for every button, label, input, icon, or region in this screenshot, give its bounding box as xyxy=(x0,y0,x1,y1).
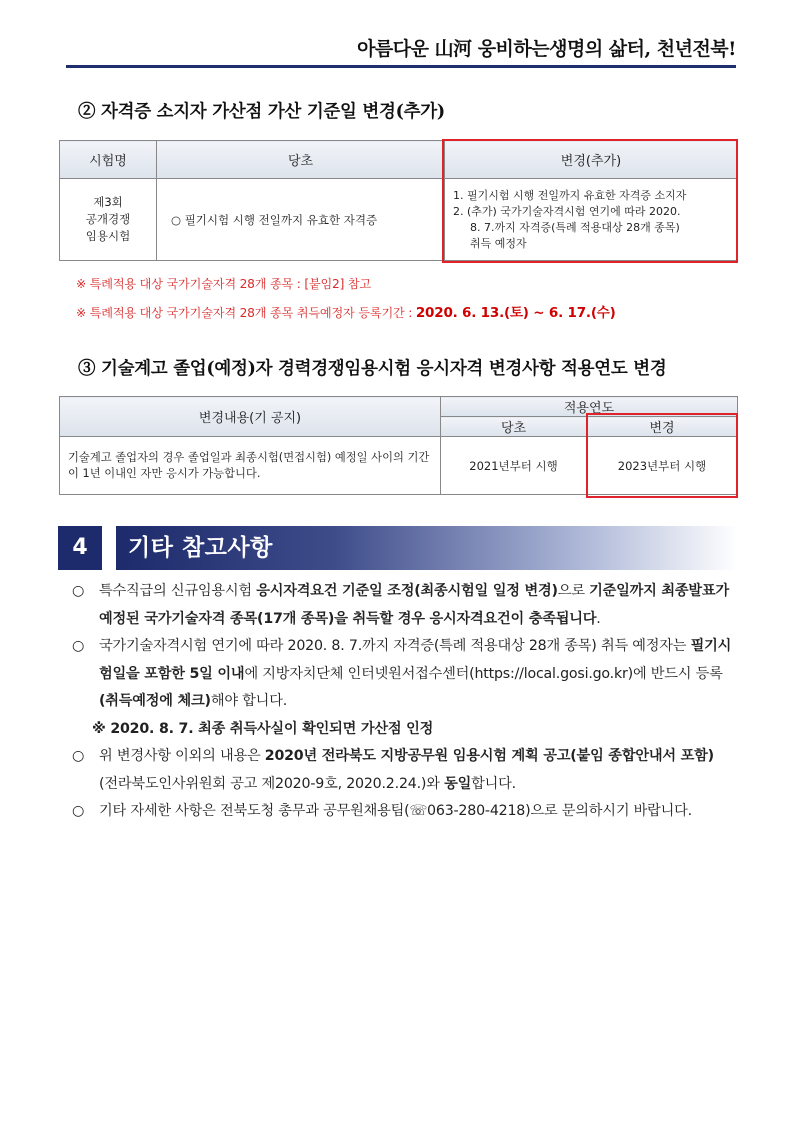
cell-year-changed: 2023년부터 시행 xyxy=(587,437,738,495)
section-4-banner xyxy=(58,526,738,570)
bullet-2-text-b: 필기시험일을 포함한 5일 이내 xyxy=(99,638,732,682)
bullet-1-marker: ○ xyxy=(72,583,85,599)
section-3-title: ③ 기술계고 졸업(예정)자 경력경쟁임용시험 응시자격 변경사항 적용연도 변경 xyxy=(78,359,667,379)
cell-change-content: 기술계고 졸업자의 경우 졸업일과 최종시험(면접시험) 예정일 사이의 기간이 1년 이내인 자만 응시가 가능합니다. xyxy=(60,437,441,495)
bullet-3-text-b: 2020년 전라북도 지방공무원 임용시험 계획 공고(붙임 종합안내서 포함) xyxy=(264,748,714,764)
section-3-table xyxy=(59,396,738,495)
cell-year-original: 2021년부터 시행 xyxy=(441,437,587,495)
header-year-changed: 변경 xyxy=(587,417,738,437)
changed-line-1: 1. 필기시험 시행 전일까지 유효한 자격증 소지자 xyxy=(453,188,687,202)
bullet-3-marker: ○ xyxy=(72,748,85,764)
bullet-1 xyxy=(72,578,737,633)
section-4-title: 기타 참고사항 xyxy=(128,535,273,561)
note-2-prefix: ※ 특례적용 대상 국가기술자격 28개 종목 취득예정자 등록기간 : xyxy=(76,306,416,320)
section-4-body xyxy=(72,578,737,826)
header-year: 적용연도 xyxy=(441,397,738,417)
bullet-4-marker: ○ xyxy=(72,803,85,819)
bullet-3-text-c: (전라북도인사위원회 공고 제2020-9호, 2020.2.24.)와 xyxy=(99,775,445,792)
section-4-number: 4 xyxy=(58,526,102,570)
header-original: 당초 xyxy=(157,141,445,179)
header-exam-name: 시험명 xyxy=(60,141,157,179)
bullet-1-text-d: 기준일까지 최종발표가 예정된 국가기술자격 종목(17개 종목)을 취득할 경우 응시자격요건이 충족됩니다 xyxy=(99,583,729,627)
bullet-1-text-a: 특수직급의 신규임용시험 xyxy=(99,583,257,599)
bullet-4 xyxy=(72,798,737,826)
bullet-2 xyxy=(72,633,737,716)
bullet-3 xyxy=(72,743,737,798)
cell-exam-name: 제3회 공개경쟁 임용시험 xyxy=(60,179,157,261)
bullet-1-text-e: . xyxy=(596,610,601,627)
header-year-original: 당초 xyxy=(441,417,587,437)
bullet-2-text-d: (취득예정에 체크) xyxy=(99,693,211,709)
bullet-2-text-c: 에 지방자치단체 인터넷원서접수센터(https://local.gosi.go.kr)에 반드시 등록 xyxy=(244,665,723,682)
section-2-title: ② 자격증 소지자 가산점 가산 기준일 변경(추가) xyxy=(78,102,445,122)
header-change-content: 변경내용(기 공지) xyxy=(60,397,441,437)
bullet-3-text-a: 위 변경사항 이외의 내용은 xyxy=(99,748,265,764)
changed-line-2: 2. (추가) 국가기술자격시험 연기에 따라 2020. xyxy=(453,204,681,218)
header-divider xyxy=(66,65,736,68)
changed-line-4: 취득 예정자 xyxy=(470,236,527,250)
cell-changed xyxy=(445,179,738,261)
bullet-3-text-d: 동일 xyxy=(444,775,472,792)
bullet-2-marker: ○ xyxy=(72,638,85,654)
header-slogan: 아름다운 山河 웅비하는생명의 삶터, 천년전북! xyxy=(357,38,736,60)
registration-period: 2020. 6. 13.(토) ~ 6. 17.(수) xyxy=(415,305,616,321)
note-1: ※ 특례적용 대상 국가기술자격 28개 종목 : [붙임2] 참고 xyxy=(76,277,371,291)
bullet-1-text-c: 으로 xyxy=(557,583,590,599)
bullet-4-text-a: 기타 자세한 사항은 전북도청 총무과 공무원채용팀(☏063-280-4218)으로 문의하시기 바랍니다. xyxy=(99,803,692,819)
bullet-2-text-e: 해야 합니다. xyxy=(210,693,288,709)
note-bonus: ※ 2020. 8. 7. 최종 취득사실이 확인되면 가산점 인정 xyxy=(92,720,434,737)
bullet-3-text-e: 합니다. xyxy=(471,775,516,792)
cell-original: ○ 필기시험 시행 전일까지 유효한 자격증 xyxy=(157,179,445,261)
section-2-table xyxy=(59,140,738,261)
changed-line-3: 8. 7.까지 자격증(특례 적용대상 28개 종목) xyxy=(470,220,680,234)
note-2 xyxy=(76,301,616,321)
bullet-2-text-a: 국가기술자격시험 연기에 따라 2020. 8. 7.까지 자격증(특례 적용대상 28개 종목) 취득 예정자는 xyxy=(99,638,691,654)
bullet-1-text-b: 응시자격요건 기준일 조정(최종시험일 일정 변경) xyxy=(256,583,558,599)
header-changed: 변경(추가) xyxy=(445,141,738,179)
